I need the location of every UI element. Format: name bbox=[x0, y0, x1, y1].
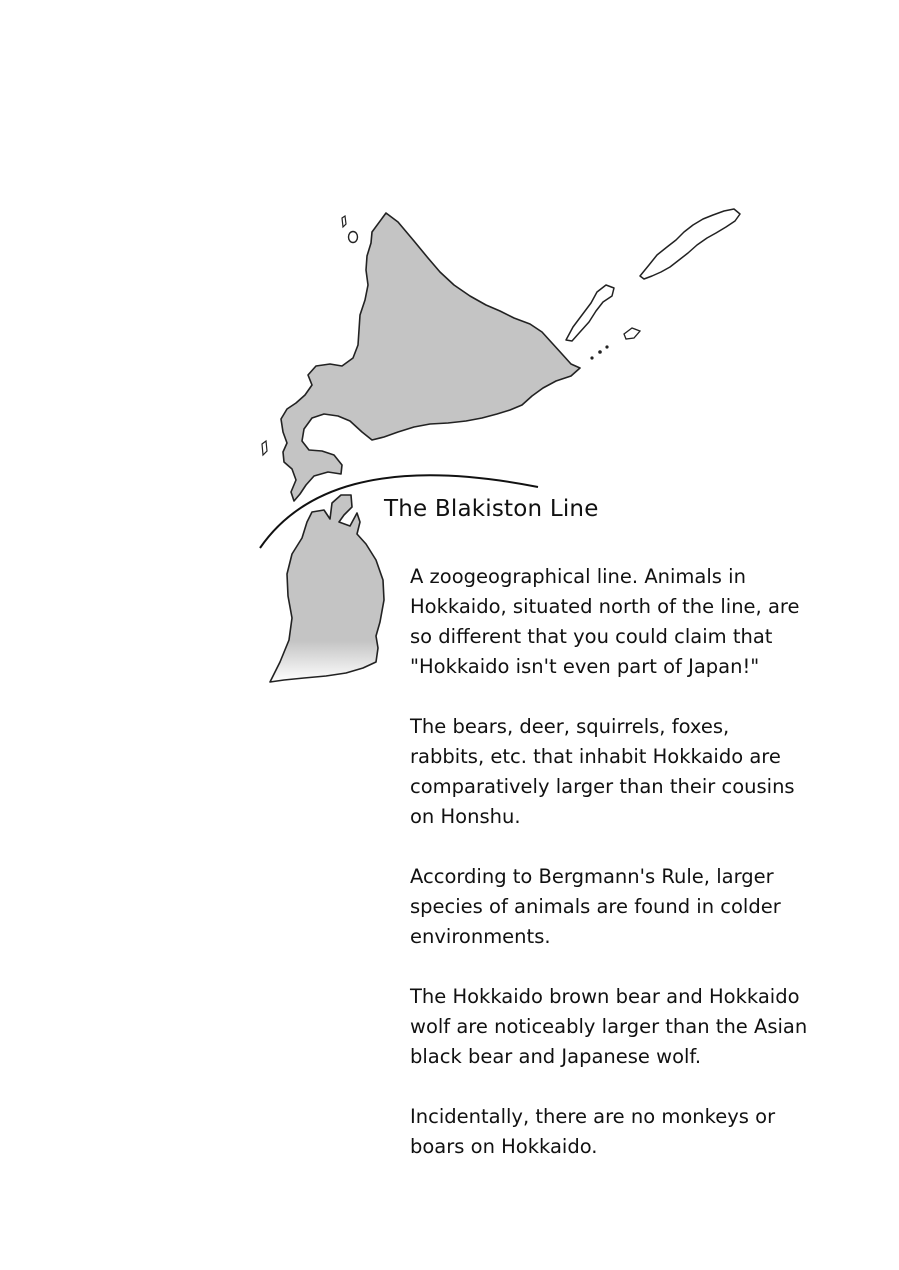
section-title: The Blakiston Line bbox=[384, 496, 599, 522]
paragraph-bear-wolf: The Hokkaido brown bear and Hokkaido wolf are noticeably larger than the Asian black bear and Japanese wolf. bbox=[410, 985, 808, 1068]
honshu-island bbox=[270, 495, 384, 682]
habomai-islet-2 bbox=[598, 350, 602, 354]
okushiri-island bbox=[262, 441, 267, 455]
rebun-island bbox=[342, 216, 346, 227]
paragraph-monkeys-boars: Incidentally, there are no monkeys or boars on Hokkaido. bbox=[410, 1105, 776, 1158]
habomai-islet-3 bbox=[605, 345, 608, 348]
iturup-island bbox=[640, 209, 740, 279]
shikotan-island bbox=[624, 328, 640, 339]
hokkaido-island bbox=[281, 213, 580, 501]
habomai-islet-1 bbox=[590, 356, 593, 359]
kunashiri-island bbox=[566, 285, 614, 341]
paragraph-definition: A zoogeographical line. Animals in Hokkaido, situated north of the line, are so different that you could claim that "Hokkaido isn't even part of Japan!" bbox=[410, 565, 800, 678]
paragraph-animal-size: The bears, deer, squirrels, foxes, rabbits, etc. that inhabit Hokkaido are comparatively larger than their cousins on Honshu. bbox=[410, 715, 795, 828]
rishiri-island bbox=[349, 232, 358, 243]
paragraph-bergmann-rule: According to Bergmann's Rule, larger species of animals are found in colder environments. bbox=[410, 865, 781, 948]
description-text bbox=[410, 562, 830, 1192]
